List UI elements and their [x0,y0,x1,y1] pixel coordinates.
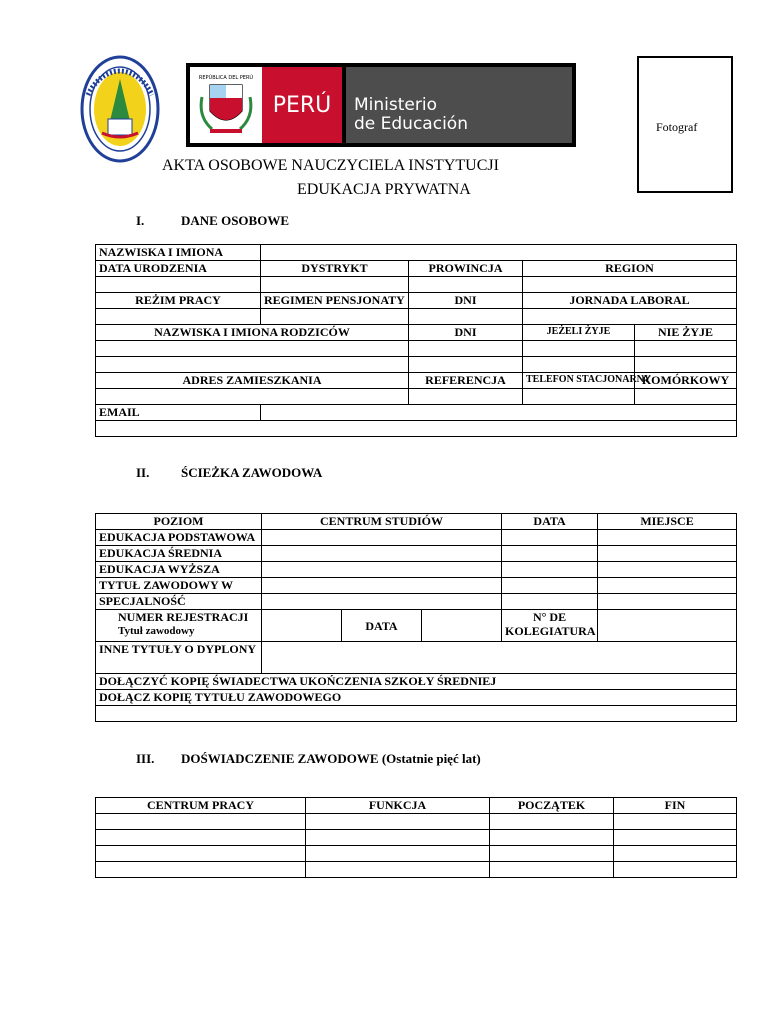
peru-shield-icon [190,67,262,143]
not-alive-label: NIE ŻYJE [635,325,737,341]
exp2-function-field[interactable] [306,830,490,846]
col-place: MIEJSCE [598,514,737,530]
ministry-line1: Ministerio [354,95,437,115]
work-regime-field[interactable] [96,309,261,325]
names-label: NAZWISKA I IMIONA [96,245,261,261]
row-label-higher: EDUKACJA WYŻSZA [96,562,262,578]
exp3-end-field[interactable] [614,846,737,862]
exp4-start-field[interactable] [490,862,614,878]
email-label: EMAIL [96,405,261,421]
section2-title: ŚCIEŻKA ZAWODOWA [181,465,323,480]
registration-label: NUMER REJESTRACJI [118,610,249,624]
work-regime-label: REŻIM PRACY [96,293,261,309]
other-titles-label: INNE TYTUŁY O DYPLONY [96,642,262,674]
photo-box [637,56,733,193]
district-label: DYSTRYKT [261,261,409,277]
section3-title: DOŚWIADCZENIE ZAWODOWE (Ostatnie pięć lat) [181,751,481,766]
svg-text:REPÚBLICA DEL PERÚ: REPÚBLICA DEL PERÚ [198,75,254,81]
section3-number: III. [136,751,155,766]
exp3-start-field[interactable] [490,846,614,862]
pension-field[interactable] [261,309,409,325]
col-start: POCZĄTEK [490,798,614,814]
dni-field[interactable] [409,309,523,325]
exp1-start-field[interactable] [490,814,614,830]
career-extra-row[interactable] [96,706,737,722]
exp2-start-field[interactable] [490,830,614,846]
parent1-dni-field[interactable] [409,341,523,357]
parent1-not-alive-field[interactable] [635,341,737,357]
experience-table [95,797,737,878]
alive-label: JEŻELI ŻYJE [523,325,635,341]
parent2-alive-field[interactable] [523,357,635,373]
career-table [95,513,737,722]
exp2-end-field[interactable] [614,830,737,846]
higher-place-field[interactable] [598,562,737,578]
section1-title: DANE OSOBOWE [181,213,289,228]
exp2-center-field[interactable] [96,830,306,846]
mobile-label: KOMÓRKOWY [635,373,737,389]
district-field[interactable] [261,277,409,293]
mobile-field[interactable] [635,389,737,405]
jornada-field[interactable] [523,309,737,325]
exp4-function-field[interactable] [306,862,490,878]
row-label-basic: EDUKACJA PODSTAWOWA [96,530,262,546]
document-title-line2: EDUKACJA PRYWATNA [297,181,471,198]
ministry-name [354,96,468,134]
email-extra-row[interactable] [96,421,737,437]
document-title-line1: AKTA OSOBOWE NAUCZYCIELA INSTYTUCJI [162,157,499,174]
attach-certificate-note: DOŁĄCZYĆ KOPIĘ ŚWIADECTWA UKOŃCZENIA SZKOŁY ŚREDNIEJ [96,674,737,690]
basic-center-field[interactable] [262,530,502,546]
exp4-end-field[interactable] [614,862,737,878]
parent2-field[interactable] [96,357,409,373]
title-center-field[interactable] [262,578,502,594]
reference-field[interactable] [409,389,523,405]
banner-divider [342,67,346,143]
basic-date-field[interactable] [502,530,598,546]
address-field[interactable] [96,389,409,405]
secondary-center-field[interactable] [262,546,502,562]
col-date: DATA [502,514,598,530]
parents-dni-label: DNI [409,325,523,341]
parent2-not-alive-field[interactable] [635,357,737,373]
region-label: REGION [523,261,737,277]
ugel-seal-logo [80,55,160,163]
col-work-center: CENTRUM PRACY [96,798,306,814]
higher-center-field[interactable] [262,562,502,578]
ministry-line2: de Educación [354,114,468,134]
exp4-center-field[interactable] [96,862,306,878]
secondary-date-field[interactable] [502,546,598,562]
registration-date-label: DATA [342,610,422,642]
title-place-field[interactable] [598,578,737,594]
specialty-place-field[interactable] [598,594,737,610]
address-label: ADRES ZAMIESZKANIA [96,373,409,389]
exp3-center-field[interactable] [96,846,306,862]
attach-title-note: DOŁĄCZ KOPIĘ TYTUŁU ZAWODOWEGO [96,690,737,706]
colegiatura-field[interactable] [598,610,737,642]
parents-label: NAZWISKA I IMIONA RODZICÓW [96,325,409,341]
section1-number: I. [136,213,145,228]
pension-label: REGIMEN PENSJONATY [261,293,409,309]
col-level: POZIOM [96,514,262,530]
row-label-specialty: SPECJALNOŚĆ [96,594,262,610]
landline-field[interactable] [523,389,635,405]
birth-label: DATA URODZENIA [96,261,261,277]
exp1-center-field[interactable] [96,814,306,830]
colegiatura-label: N° DE KOLEGIATURA [502,610,598,642]
dni-label: DNI [409,293,523,309]
region-field[interactable] [523,277,737,293]
section2-number: II. [136,465,150,480]
ministry-banner [186,63,576,147]
col-center: CENTRUM STUDIÓW [262,514,502,530]
row-label-title: TYTUŁ ZAWODOWY W [96,578,262,594]
photo-label: Fotograf [656,120,698,134]
exp1-function-field[interactable] [306,814,490,830]
landline-label: TELEFON STACJONARNY [523,373,635,389]
col-function: FUNKCJA [306,798,490,814]
other-titles-field[interactable] [262,642,737,674]
registration-label-cell [96,610,262,642]
col-end: FIN [614,798,737,814]
parent1-field[interactable] [96,341,409,357]
higher-date-field[interactable] [502,562,598,578]
specialty-date-field[interactable] [502,594,598,610]
parent2-dni-field[interactable] [409,357,523,373]
exp3-function-field[interactable] [306,846,490,862]
jornada-label: JORNADA LABORAL [523,293,737,309]
parent1-alive-field[interactable] [523,341,635,357]
specialty-center-field[interactable] [262,594,502,610]
registration-sublabel: Tytuł zawodowy [118,625,195,637]
reference-label: REFERENCJA [409,373,523,389]
row-label-secondary: EDUKACJA ŚREDNIA [96,546,262,562]
names-field[interactable] [261,245,737,261]
email-field[interactable] [261,405,737,421]
peru-label: PERÚ [262,67,342,143]
registration-field[interactable] [262,610,342,642]
secondary-place-field[interactable] [598,546,737,562]
registration-date-field[interactable] [422,610,502,642]
title-date-field[interactable] [502,578,598,594]
exp1-end-field[interactable] [614,814,737,830]
province-label: PROWINCJA [409,261,523,277]
province-field[interactable] [409,277,523,293]
personal-data-table [95,244,737,437]
birth-field[interactable] [96,277,261,293]
basic-place-field[interactable] [598,530,737,546]
